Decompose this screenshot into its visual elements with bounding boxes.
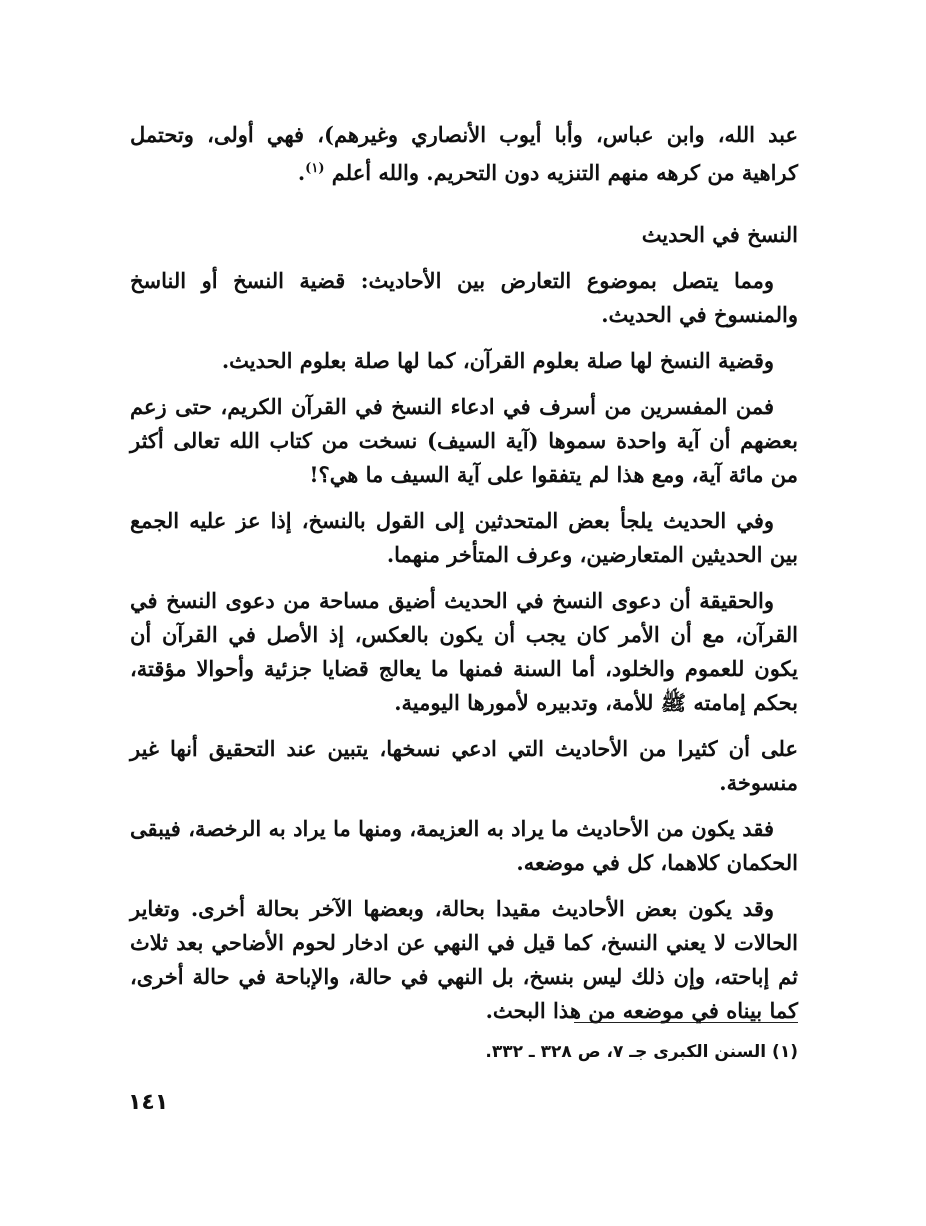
section-heading: النسخ في الحديث: [641, 222, 798, 247]
paragraph-3: فمن المفسرين من أسرف في ادعاء النسخ في القرآن الكريم، حتى زعم بعضهم أن آية واحدة سموها (آية السيف) نسخت من كتاب الله تعالى أكثر من مائة آية، ومع هذا لم يتفقوا على آية السيف ما هي؟!: [130, 394, 798, 487]
paragraph-5: والحقيقة أن دعوى النسخ في الحديث أضيق مساحة من دعوى النسخ في القرآن، مع أن الأمر كان يجب أن يكون بالعكس، إذ الأصل في القرآن أن يكون للعموم والخلود، أما السنة فمنها ما يعالج قضايا جزئية وأحوالا مؤقتة، بحكم إمامته ﷺ للأمة، وتدبيره لأمورها اليومية.: [130, 588, 798, 715]
paragraph-text: عبد الله، وابن عباس، وأبا أيوب الأنصاري وغيرهم)، فهي أولى، وتحتمل كراهية من كرهه منهم التنزيه دون التحريم. والله أعلم: [130, 122, 798, 185]
paragraph-2: وقضية النسخ لها صلة بعلوم القرآن، كما لها صلة بعلوم الحديث.: [221, 348, 774, 373]
footnote: (١) السنن الكبرى جـ ٧، ص ٣٢٨ ـ ٣٣٢.: [485, 1042, 798, 1062]
paragraph-8: وقد يكون بعض الأحاديث مقيدا بحالة، وبعضها الآخر بحالة أخرى. وتغاير الحالات لا يعني النسخ، كما قيل في النهي عن ادخار لحوم الأضاحي بعد ثلاث ثم إباحته، وإن ذلك ليس بنسخ، بل النهي في حالة، والإباحة في حالة أخرى، كما بيناه في موضعه من هذا البحث.: [130, 896, 798, 1023]
paragraph-continuation: [130, 118, 798, 190]
paragraph-6: على أن كثيرا من الأحاديث التي ادعي نسخها، يتبين عند التحقيق أنها غير منسوخة.: [130, 736, 798, 795]
page-number: ١٤١: [128, 1090, 169, 1115]
footnote-divider: [574, 1022, 798, 1023]
paragraph-7: فقد يكون من الأحاديث ما يراد به العزيمة، ومنها ما يراد به الرخصة، فيبقى الحكمان كلاهما، كل في موضعه.: [130, 816, 798, 875]
page-body: [130, 118, 798, 1040]
footnote-reference[interactable]: (١): [305, 161, 325, 176]
paragraph-1: ومما يتصل بموضوع التعارض بين الأحاديث: قضية النسخ أو الناسخ والمنسوخ في الحديث.: [130, 268, 798, 327]
paragraph-end: .: [297, 160, 306, 185]
paragraph-4: وفي الحديث يلجأ بعض المتحدثين إلى القول بالنسخ، إذا عز عليه الجمع بين الحديثين المتعارضين، وعرف المتأخر منهما.: [130, 508, 798, 567]
